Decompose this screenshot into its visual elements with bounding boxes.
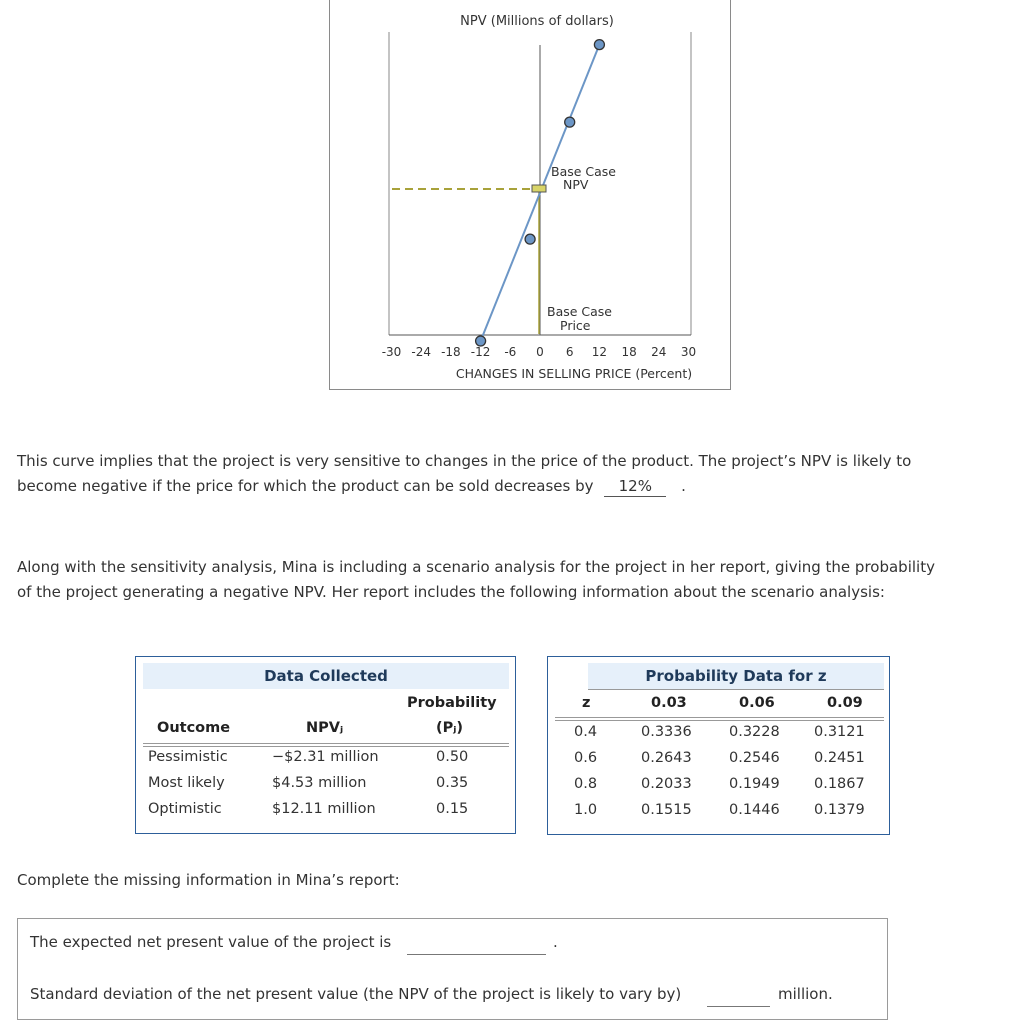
std-dev-input[interactable] <box>707 988 770 1007</box>
probability-value-cell: 0.1379 <box>814 802 865 818</box>
expected-npv-label: The expected net present value of the project is <box>30 933 392 951</box>
y-axis-title: NPV (Millions of dollars) <box>460 14 614 29</box>
instructions: Complete the missing information in Mina’s report: <box>17 871 400 889</box>
probability-value-cell: 0.3336 <box>641 724 692 740</box>
col-header-outcome: Outcome <box>157 720 231 736</box>
probability-cell: 0.15 <box>436 801 469 817</box>
probability-value-cell: 0.3121 <box>814 724 865 740</box>
col-header-009: 0.09 <box>827 695 863 711</box>
x-tick-label: -12 <box>470 345 491 359</box>
x-tick-label: -30 <box>381 345 402 359</box>
x-tick-label: -6 <box>504 345 517 359</box>
probability-value-cell: 0.1867 <box>814 776 865 792</box>
expected-npv-input[interactable] <box>407 936 546 955</box>
data-table-title: Data Collected <box>143 663 509 689</box>
header-divider <box>143 743 509 747</box>
z-title-divider <box>588 689 884 690</box>
x-tick-label: 6 <box>565 345 574 359</box>
data-collected-table <box>135 656 516 834</box>
sensitivity-chart <box>329 0 731 390</box>
col-header-003: 0.03 <box>651 695 687 711</box>
x-tick-label: 30 <box>680 345 697 359</box>
probability-cell: 0.50 <box>436 749 469 765</box>
annotation-price-line2: Price <box>560 318 591 333</box>
z-table-title: Probability Data for z <box>588 663 884 689</box>
sensitivity-conclusion <box>17 449 937 499</box>
probability-value-cell: 0.1515 <box>641 802 692 818</box>
col-header-006: 0.06 <box>739 695 775 711</box>
col-header-probability: Probability <box>407 695 497 711</box>
annotation-npv-line2: NPV <box>563 177 589 192</box>
outcome-cell: Optimistic <box>148 801 222 817</box>
expected-npv-period: . <box>553 933 558 951</box>
x-axis-title: CHANGES IN SELLING PRICE (Percent) <box>455 366 693 381</box>
col-header-probability-symbol: (Pⱼ) <box>436 720 464 736</box>
probability-value-cell: 0.2643 <box>641 750 692 766</box>
outcome-cell: Most likely <box>148 775 225 791</box>
probability-cell: 0.35 <box>436 775 469 791</box>
z-value-cell: 1.0 <box>574 802 598 818</box>
outcome-cell: Pessimistic <box>148 749 228 765</box>
price-decrease-answer[interactable]: 12% <box>604 476 666 497</box>
probability-value-cell: 0.1446 <box>729 802 780 818</box>
probability-value-cell: 0.2546 <box>729 750 780 766</box>
answer-box <box>17 918 888 1020</box>
x-tick-label: -18 <box>441 345 461 359</box>
npv-cell: $12.11 million <box>272 801 376 817</box>
npv-data-point <box>525 234 535 244</box>
z-value-cell: 0.8 <box>574 776 598 792</box>
x-tick-label: 12 <box>591 345 608 359</box>
npv-data-point <box>565 117 575 127</box>
std-dev-unit: million. <box>778 985 833 1003</box>
annotation-price-line1: Base Case <box>547 304 613 319</box>
probability-value-cell: 0.2451 <box>814 750 865 766</box>
npv-cell: −$2.31 million <box>272 749 379 765</box>
probability-value-cell: 0.2033 <box>641 776 692 792</box>
x-tick-label: -24 <box>411 345 432 359</box>
sentence-end: . <box>681 477 686 495</box>
z-probability-table <box>547 656 890 835</box>
x-tick-label: 18 <box>621 345 637 359</box>
col-header-npv: NPVⱼ <box>306 720 344 736</box>
probability-value-cell: 0.3228 <box>729 724 780 740</box>
npv-cell: $4.53 million <box>272 775 367 791</box>
base-case-marker <box>532 185 546 192</box>
std-dev-label: Standard deviation of the net present value (the NPV of the project is likely to vary by) <box>30 985 682 1003</box>
col-header-z: z <box>582 695 591 711</box>
x-tick-label: 0 <box>536 345 544 359</box>
probability-value-cell: 0.1949 <box>729 776 780 792</box>
scenario-intro: Along with the sensitivity analysis, Mina is including a scenario analysis for the project in her report, giving the probability of the project generating a negative NPV. Her report includes the following information about the scenario analysis: <box>17 558 935 601</box>
z-value-cell: 0.6 <box>574 750 598 766</box>
z-header-divider <box>555 717 884 721</box>
x-tick-label: 24 <box>651 345 667 359</box>
z-value-cell: 0.4 <box>574 724 598 740</box>
npv-data-point <box>594 40 604 50</box>
annotation-npv-line1: Base Case <box>551 164 617 179</box>
chart-canvas <box>330 0 732 390</box>
sensitivity-conclusion-text: This curve implies that the project is very sensitive to changes in the price of the product. The project’s NPV is likely to become negative if the price for which the product can be sold decreases by <box>17 452 912 495</box>
